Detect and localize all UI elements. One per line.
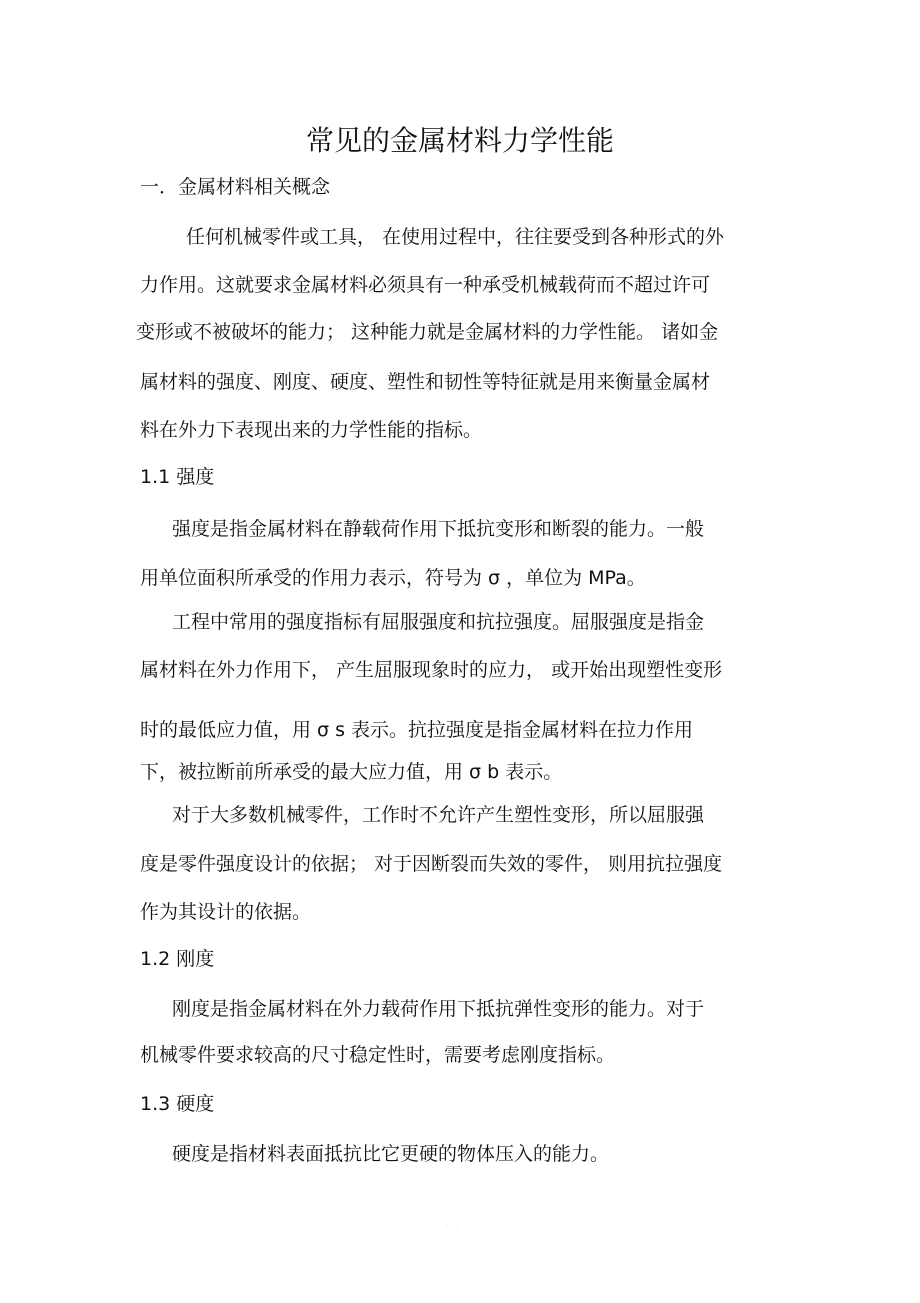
intro-line-4: 属材料的强度、刚度、硬度、塑性和韧性等特征就是用来衡量金属材 bbox=[140, 371, 711, 393]
strength-p3-line-3: 作为其设计的依据。 bbox=[140, 901, 312, 923]
strength-p2-line-1: 工程中常用的强度指标有屈服强度和抗拉强度。屈服强度是指金 bbox=[172, 611, 705, 633]
strength-p3-line-2: 度是零件强度设计的依据； 对于因断裂而失效的零件， 则用抗拉强度 bbox=[140, 853, 723, 875]
strength-p2-line-2: 属材料在外力作用下， 产生屈服现象时的应力， 或开始出现塑性变形 bbox=[140, 659, 723, 681]
intro-line-5: 料在外力下表现出来的力学性能的指标。 bbox=[140, 419, 483, 441]
section-heading-1-3: 1.3 硬度 bbox=[140, 1093, 215, 1115]
strength-p2-line-4: 下，被拉断前所承受的最大应力值，用 σ b 表示。 bbox=[140, 761, 563, 783]
stiffness-line-1: 刚度是指金属材料在外力载荷作用下抵抗弹性变形的能力。对于 bbox=[172, 998, 705, 1020]
hardness-line-1: 硬度是指材料表面抵抗比它更硬的物体压入的能力。 bbox=[172, 1143, 610, 1165]
strength-p2-line-3: 时的最低应力值，用 σ s 表示。抗拉强度是指金属材料在拉力作用 bbox=[140, 719, 694, 741]
footer-mark: · · · · bbox=[436, 1222, 471, 1232]
intro-line-2: 力作用。这就要求金属材料必须具有一种承受机械载荷而不超过许可 bbox=[140, 274, 711, 296]
strength-p1-line-2: 用单位面积所承受的作用力表示，符号为 σ ，单位为 MPa。 bbox=[140, 567, 646, 589]
stiffness-line-2: 机械零件要求较高的尺寸稳定性时，需要考虑刚度指标。 bbox=[140, 1044, 616, 1066]
document-title: 常见的金属材料力学性能 bbox=[305, 124, 614, 157]
intro-line-1: 任何机械零件或工具， 在使用过程中，往往要受到各种形式的外 bbox=[186, 226, 725, 248]
section-heading-1-1: 1.1 强度 bbox=[140, 466, 215, 488]
strength-p1-line-1: 强度是指金属材料在静载荷作用下抵抗变形和断裂的能力。一般 bbox=[172, 518, 705, 540]
strength-p3-line-1: 对于大多数机械零件，工作时不允许产生塑性变形，所以屈服强 bbox=[172, 804, 705, 826]
intro-line-3: 变形或不被破坏的能力； 这种能力就是金属材料的力学性能。 诸如金 bbox=[136, 321, 719, 343]
section-heading-1-2: 1.2 刚度 bbox=[140, 948, 215, 970]
section-heading-1: 一．金属材料相关概念 bbox=[140, 176, 331, 198]
